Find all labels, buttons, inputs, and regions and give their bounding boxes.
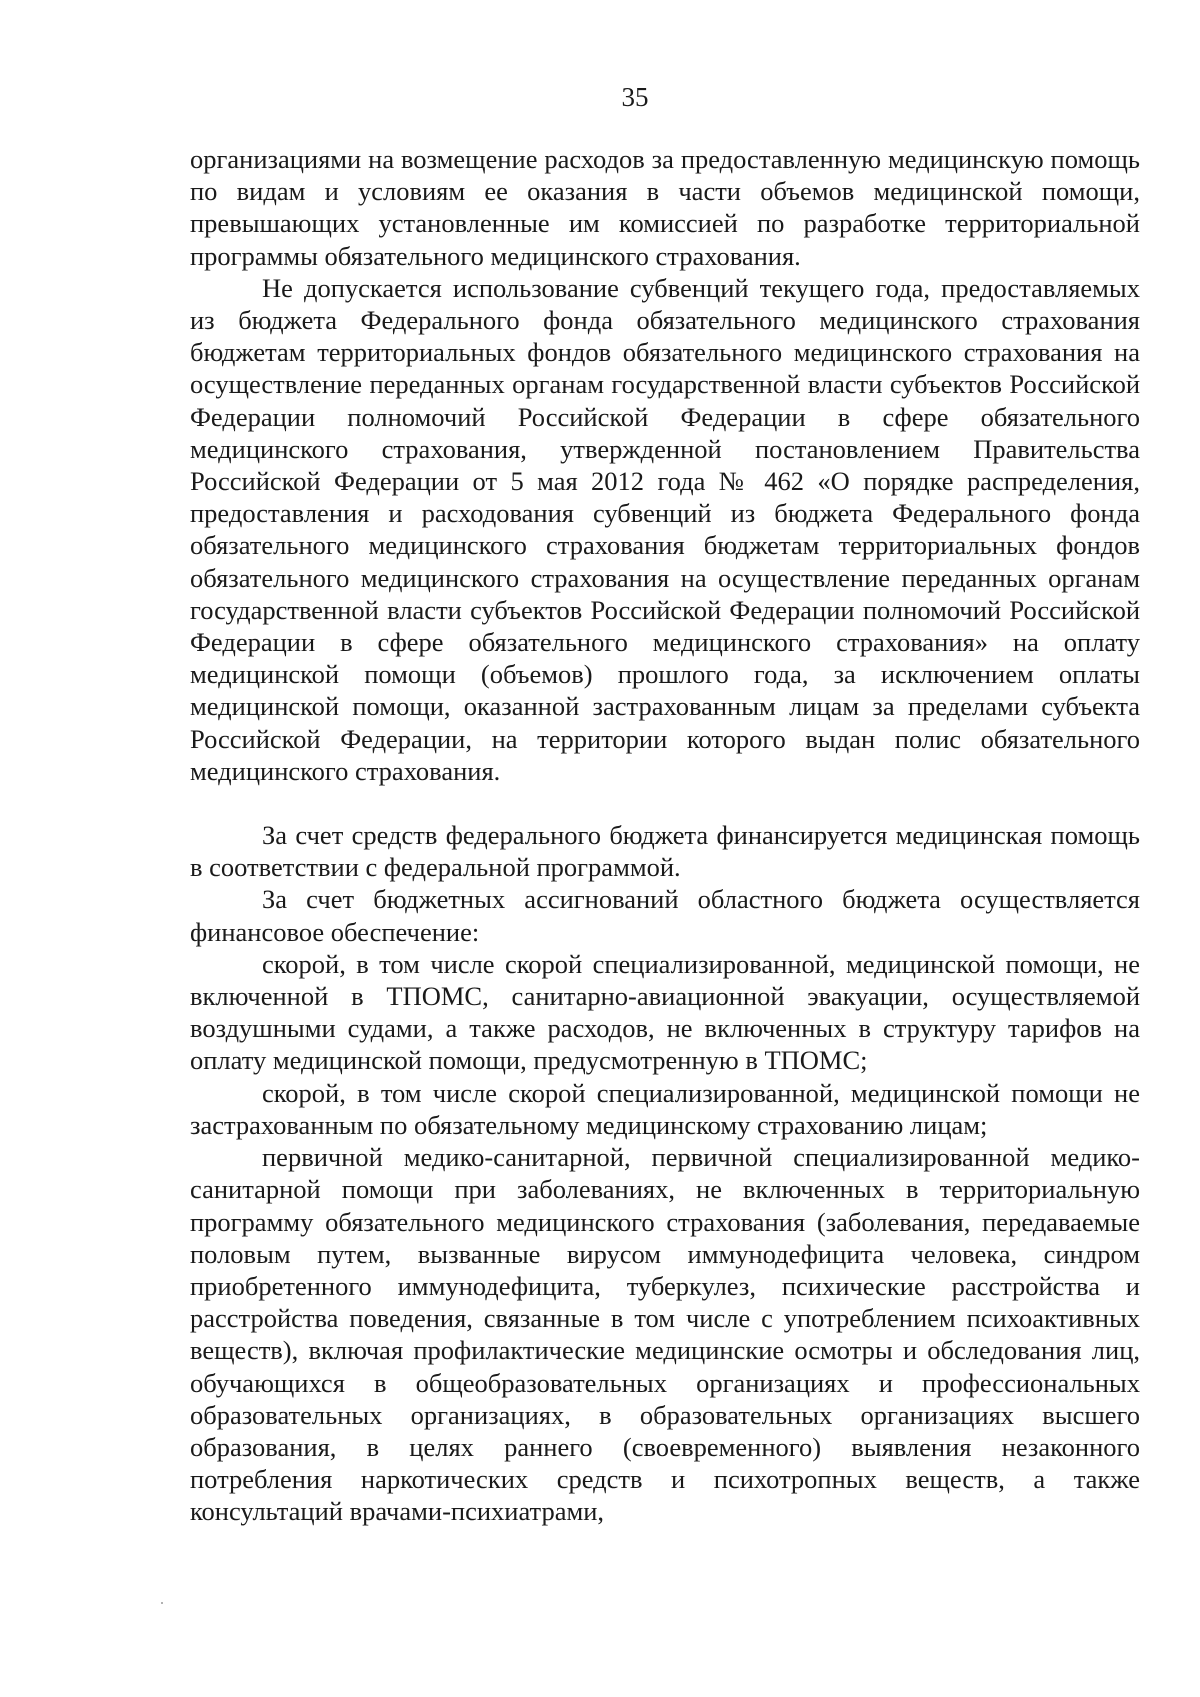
paragraph-emergency-care-not-in-tpoms: скорой, в том числе скорой специализированной, медицинской помощи, не включенной в ТПОМС, санитарно-авиационной эвакуации, осуществляемой воздушными судами, а также расходов, не включенных в структуру тарифов на оплату медицинской помощи, предусмотренную в ТПОМС; [190, 948, 1140, 1076]
paragraph-subvention-restriction: Не допускается использование субвенций текущего года, предоставляемых из бюджета Федерального фонда обязательного медицинского страхования бюджетам территориальных фондов обязательного медицинского страхования на осуществление переданных органам государственной власти субъектов Российской Федерации полномочий Российской Федерации в сфере обязательного медицинского страхования, утвержденной постановлением Правительства Российской Федерации от 5 мая 2012 года № 462 «О порядке распределения, предоставления и расходования субвенций из бюджета Федерального фонда обязательного медицинского страхования бюджетам территориальных фондов обязательного медицинского страхования на осуществление переданных органам государственной власти субъектов Российской Федерации полномочий Российской Федерации в сфере обязательного медицинского страхования» на оплату медицинской помощи (объемов) прошлого года, за исключением оплаты медицинской помощи, оказанной застрахованным лицам за пределами субъекта Российской Федерации, на территории которого выдан полис обязательного медицинского страхования. [190, 272, 1140, 786]
paragraph-federal-budget: За счет средств федерального бюджета финансируется медицинская помощь в соответствии с федеральной программой. [190, 820, 1140, 883]
paragraph-primary-care: первичной медико-санитарной, первичной специализированной медико-санитарной помощи при заболеваниях, не включенных в территориальную программу обязательного медицинского страхования (заболевания, передаваемые половым путем, вызванные вирусом иммунодефицита человека, синдром приобретенного иммунодефицита, туберкулез, психические расстройства и расстройства поведения, связанные в том числе с употреблением психоактивных веществ), включая профилактические медицинские осмотры и обследования лиц, обучающихся в общеобразовательных организациях и профессиональных образовательных организациях, в образовательных организациях высшего образования, в целях раннего (своевременного) выявления незаконного потребления наркотических средств и психотропных веществ, а также консультаций врачами-психиатрами, [190, 1142, 1140, 1527]
body-text [190, 143, 1140, 1528]
page-number: 35 [621, 82, 649, 112]
paragraph-regional-budget: За счет бюджетных ассигнований областного бюджета осуществляется финансовое обеспечение: [190, 884, 1140, 947]
paragraph-continuation: организациями на возмещение расходов за предоставленную медицинскую помощь по видам и условиям ее оказания в части объемов медицинской помощи, превышающих установленные им комиссией по разработке территориальной программы обязательного медицинского страхования. [190, 144, 1140, 271]
paragraph-emergency-care-uninsured: скорой, в том числе скорой специализированной, медицинской помощи не застрахованным по обязательному медицинскому страхованию лицам; [190, 1077, 1140, 1140]
scan-speck [161, 1602, 163, 1604]
